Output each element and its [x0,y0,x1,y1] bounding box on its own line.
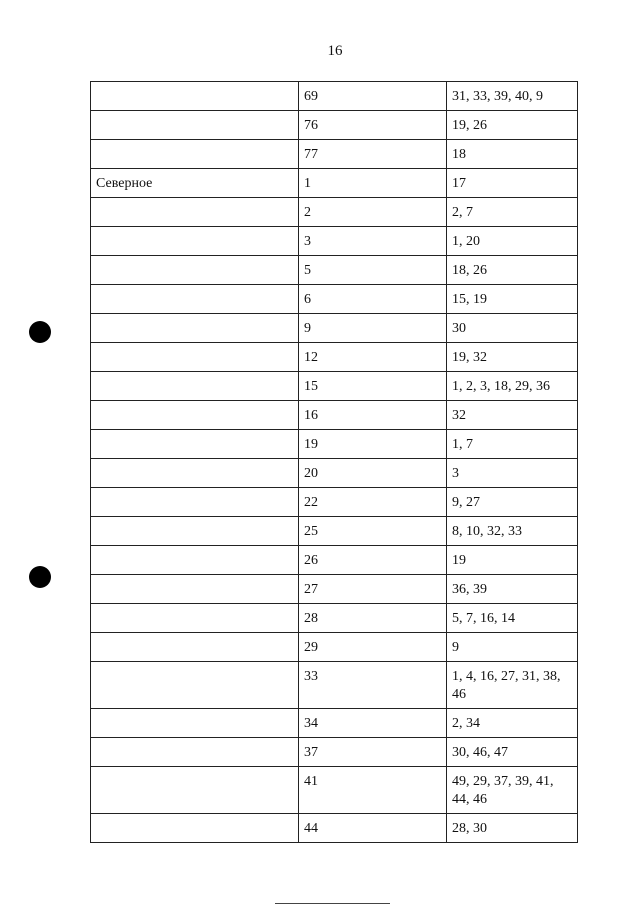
table-row [91,285,578,314]
table-row [91,169,578,198]
values-cell: 49, 29, 37, 39, 41, 44, 46 [447,767,578,814]
region-cell [91,285,299,314]
table-row [91,314,578,343]
values-cell: 8, 10, 32, 33 [447,517,578,546]
region-cell [91,372,299,401]
table-row [91,430,578,459]
region-cell [91,198,299,227]
number-cell: 37 [299,738,447,767]
number-cell: 3 [299,227,447,256]
values-cell: 1, 4, 16, 27, 31, 38, 46 [447,662,578,709]
number-cell: 69 [299,82,447,111]
table-row [91,488,578,517]
number-cell: 33 [299,662,447,709]
table-row [91,738,578,767]
table-row [91,709,578,738]
table-row [91,633,578,662]
number-cell: 26 [299,546,447,575]
region-cell: Северное [91,169,299,198]
table-body [91,82,578,843]
table-row [91,111,578,140]
number-cell: 28 [299,604,447,633]
number-cell: 76 [299,111,447,140]
number-cell: 1 [299,169,447,198]
number-cell: 9 [299,314,447,343]
region-cell [91,459,299,488]
punch-hole-mark [29,321,51,343]
values-cell: 15, 19 [447,285,578,314]
table-row [91,662,578,709]
table-row [91,256,578,285]
region-cell [91,227,299,256]
region-cell [91,767,299,814]
values-cell: 31, 33, 39, 40, 9 [447,82,578,111]
table-row [91,517,578,546]
values-cell: 19, 32 [447,343,578,372]
values-cell: 1, 20 [447,227,578,256]
table-row [91,343,578,372]
region-cell [91,401,299,430]
region-cell [91,604,299,633]
page-edge-line [275,903,390,904]
values-cell: 3 [447,459,578,488]
number-cell: 41 [299,767,447,814]
region-cell [91,517,299,546]
values-cell: 18, 26 [447,256,578,285]
table-row [91,401,578,430]
values-cell: 19 [447,546,578,575]
region-cell [91,738,299,767]
number-cell: 12 [299,343,447,372]
number-cell: 16 [299,401,447,430]
values-cell: 1, 2, 3, 18, 29, 36 [447,372,578,401]
region-cell [91,488,299,517]
region-cell [91,709,299,738]
values-cell: 2, 7 [447,198,578,227]
number-cell: 22 [299,488,447,517]
page-number: 16 [327,43,343,59]
table-row [91,814,578,843]
values-cell: 28, 30 [447,814,578,843]
number-cell: 20 [299,459,447,488]
number-cell: 19 [299,430,447,459]
region-cell [91,633,299,662]
number-cell: 27 [299,575,447,604]
number-cell: 34 [299,709,447,738]
values-cell: 18 [447,140,578,169]
values-cell: 30, 46, 47 [447,738,578,767]
region-cell [91,343,299,372]
region-cell [91,546,299,575]
values-cell: 32 [447,401,578,430]
number-cell: 29 [299,633,447,662]
number-cell: 2 [299,198,447,227]
table-row [91,227,578,256]
region-cell [91,814,299,843]
number-cell: 5 [299,256,447,285]
table-row [91,767,578,814]
region-cell [91,256,299,285]
region-cell [91,430,299,459]
number-cell: 15 [299,372,447,401]
values-cell: 36, 39 [447,575,578,604]
region-cell [91,314,299,343]
values-cell: 2, 34 [447,709,578,738]
number-cell: 6 [299,285,447,314]
table-row [91,604,578,633]
table-row [91,140,578,169]
values-cell: 19, 26 [447,111,578,140]
number-cell: 25 [299,517,447,546]
region-cell [91,140,299,169]
table-row [91,459,578,488]
values-cell: 17 [447,169,578,198]
table-row [91,372,578,401]
values-cell: 5, 7, 16, 14 [447,604,578,633]
data-table [90,81,578,843]
values-cell: 30 [447,314,578,343]
table-row [91,546,578,575]
region-cell [91,111,299,140]
region-cell [91,575,299,604]
number-cell: 44 [299,814,447,843]
values-cell: 9 [447,633,578,662]
table-row [91,198,578,227]
region-cell [91,662,299,709]
punch-hole-mark [29,566,51,588]
region-cell [91,82,299,111]
table-row [91,575,578,604]
values-cell: 9, 27 [447,488,578,517]
values-cell: 1, 7 [447,430,578,459]
table-row [91,82,578,111]
number-cell: 77 [299,140,447,169]
